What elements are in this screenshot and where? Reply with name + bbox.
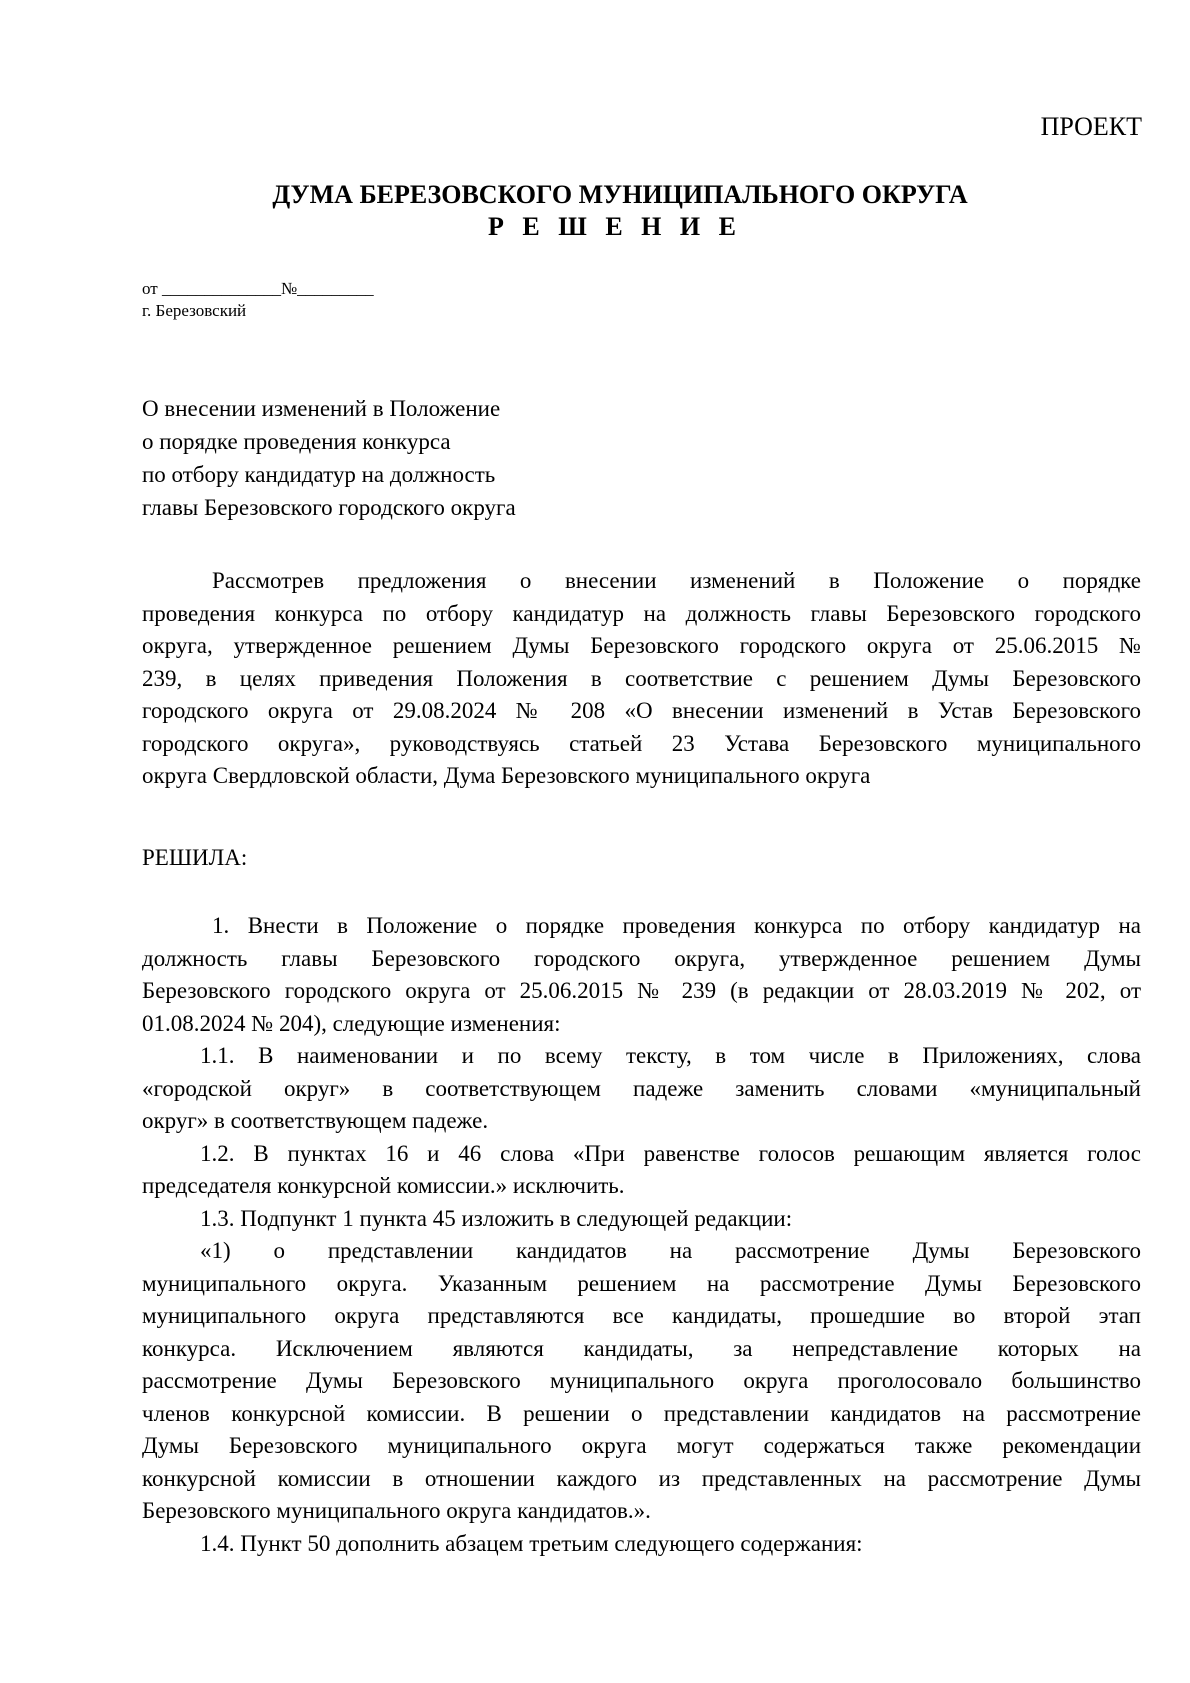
text-line: «1) о представлении кандидатов на рассмотрение Думы Березовского bbox=[200, 1238, 1141, 1263]
text-line: 1.1. В наименовании и по всему тексту, в том числе в Приложениях, слова bbox=[200, 1043, 1141, 1068]
text-line: рассмотрение Думы Березовского муниципального округа проголосовало большинство bbox=[142, 1368, 1141, 1393]
text-line: городского округа от 29.08.2024 № 208 «О внесении изменений в Устав Березовского bbox=[142, 698, 1141, 723]
text-line: 1. Внести в Положение о порядке проведения конкурса по отбору кандидатур на bbox=[212, 913, 1141, 938]
text-line: Думы Березовского муниципального округа могут содержаться также рекомендации bbox=[142, 1433, 1141, 1458]
text-line: Березовского городского округа от 25.06.2015 № 239 (в редакции от 28.03.2019 № 202, от bbox=[142, 978, 1141, 1003]
subject-line: о порядке проведения конкурса bbox=[142, 429, 451, 454]
text-line: 01.08.2024 № 204), следующие изменения: bbox=[142, 1010, 561, 1036]
text-line: проведения конкурса по отбору кандидатур на должность главы Березовского городского bbox=[142, 600, 1141, 626]
resolved-label: РЕШИЛА: bbox=[142, 845, 248, 870]
text-line: «городской округ» в соответствующем падеже заменить словами «муниципальный bbox=[142, 1075, 1141, 1101]
document-subject bbox=[142, 392, 842, 524]
document-meta bbox=[142, 278, 374, 322]
text-line: округа, утвержденное решением Думы Березовского городского округа от 25.06.2015 № bbox=[142, 633, 1141, 658]
subject-line: главы Березовского городского округа bbox=[142, 495, 516, 520]
preamble-paragraph bbox=[142, 565, 1141, 793]
text-line: муниципального округа. Указанным решением на рассмотрение Думы Березовского bbox=[142, 1270, 1141, 1296]
project-label: ПРОЕКТ bbox=[1040, 112, 1142, 141]
text-line: председателя конкурсной комиссии.» исключить. bbox=[142, 1173, 625, 1198]
subject-line: О внесении изменений в Положение bbox=[142, 396, 501, 421]
city-line: г. Березовский bbox=[142, 301, 247, 320]
date-number-line: от ______________№_________ bbox=[142, 279, 374, 298]
text-line: членов конкурсной комиссии. В решении о представлении кандидатов на рассмотрение bbox=[142, 1400, 1141, 1426]
text-line: округ» в соответствующем падеже. bbox=[142, 1108, 489, 1133]
text-line: 239, в целях приведения Положения в соответствие с решением Думы Березовского bbox=[142, 665, 1141, 691]
text-line: городского округа», руководствуясь статьей 23 Устава Березовского муниципального bbox=[142, 730, 1141, 756]
text-line: 1.2. В пунктах 16 и 46 слова «При равенстве голосов решающим является голос bbox=[200, 1140, 1141, 1166]
text-line: 1.4. Пункт 50 дополнить абзацем третьим следующего содержания: bbox=[200, 1530, 863, 1556]
text-line: 1.3. Подпункт 1 пункта 45 изложить в следующей редакции: bbox=[200, 1205, 793, 1231]
resolution-items bbox=[142, 910, 1141, 1560]
text-line: муниципального округа представляются все кандидаты, прошедшие во второй этап bbox=[142, 1303, 1141, 1328]
document-type: Р Е Ш Е Н И Е bbox=[488, 212, 742, 241]
organization-title: ДУМА БЕРЕЗОВСКОГО МУНИЦИПАЛЬНОГО ОКРУГА bbox=[272, 180, 968, 209]
text-line: должность главы Березовского городского округа, утвержденное решением Думы bbox=[142, 945, 1141, 971]
text-line: конкурсной комиссии в отношении каждого из представленных на рассмотрение Думы bbox=[142, 1465, 1141, 1491]
text-line: округа Свердловской области, Дума Березовского муниципального округа bbox=[142, 763, 871, 788]
text-line: Рассмотрев предложения о внесении изменений в Положение о порядке bbox=[212, 568, 1141, 593]
subject-line: по отбору кандидатур на должность bbox=[142, 462, 496, 487]
text-line: конкурса. Исключением являются кандидаты, за непредставление которых на bbox=[142, 1335, 1141, 1361]
text-line: Березовского муниципального округа кандидатов.». bbox=[142, 1498, 651, 1523]
